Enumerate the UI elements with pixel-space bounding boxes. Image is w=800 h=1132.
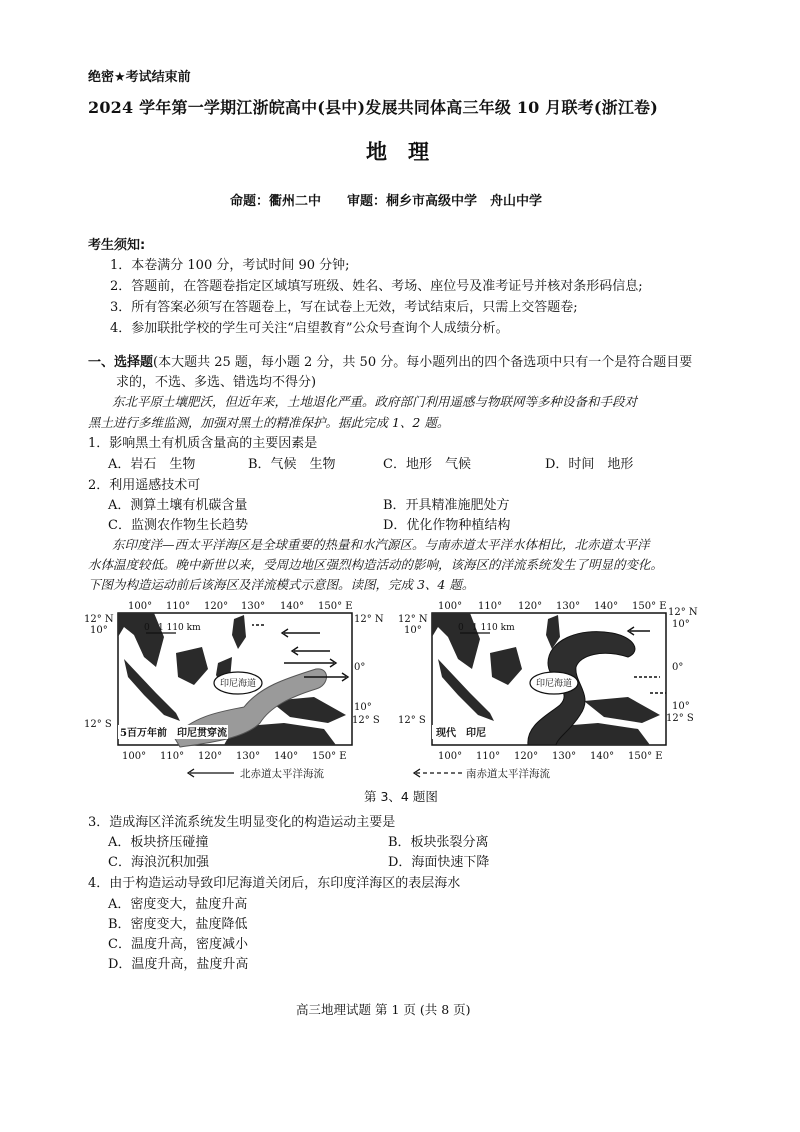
lon-label: 150° E — [312, 751, 347, 762]
q2-option-d: D．优化作物种植结构 — [383, 518, 511, 533]
authors-line: 命题：衢州二中 审题：桐乡市高级中学 舟山中学 — [230, 194, 543, 209]
question-4-stem: 4．由于构造运动导致印尼海道关闭后，东印度洋海区的表层海水 — [88, 876, 461, 891]
scale-zero: 0 — [144, 623, 150, 633]
lon-label: 120° — [518, 601, 543, 612]
lon-label: 100° — [438, 601, 463, 612]
lon-label: 100° — [438, 751, 463, 762]
lat-label: 12° N — [398, 614, 428, 625]
section-title-line2: 求的，不选、多选、错选均不得分) — [116, 375, 317, 390]
lon-label: 110° — [478, 601, 503, 612]
q1-option-b: B．气候 生物 — [248, 457, 336, 472]
q3-option-c: C．海浪沉积加强 — [108, 855, 209, 870]
lon-label: 130° — [236, 751, 261, 762]
lon-label: 120° — [198, 751, 223, 762]
lon-label: 140° — [280, 601, 305, 612]
map-left — [84, 597, 384, 783]
lat-label: 12° N — [354, 614, 384, 625]
lon-label: 150° E — [628, 751, 663, 762]
legend-north-label: 北赤道太平洋海流 — [240, 768, 324, 780]
q4-option-c: C．温度升高，密度减小 — [108, 937, 248, 952]
passage-line: 黑土进行多维监测，加强对黑土的精准保护。据此完成 1、2 题。 — [88, 415, 450, 430]
notice-item: 4．参加联批学校的学生可关注“启望教育”公众号查询个人成绩分析。 — [110, 321, 509, 336]
question-1-stem: 1．影响黑土有机质含量高的主要因素是 — [88, 436, 318, 451]
lon-label: 130° — [241, 601, 266, 612]
section-title — [88, 351, 692, 370]
q1-option-a: A．岩石 生物 — [108, 457, 196, 472]
lon-label: 130° — [556, 601, 581, 612]
lat-label: 12° N — [668, 607, 698, 618]
map-right — [398, 597, 698, 783]
scale-zero: 0 — [458, 623, 464, 633]
lon-label: 110° — [476, 751, 501, 762]
q3-option-b: B．板块张裂分离 — [388, 835, 489, 850]
subject-title: 地 理 — [366, 140, 429, 164]
passage-line: 东北平原土壤肥沃，但近年来，土地退化严重。政府部门利用遥感与物联网等多种设备和手段对 — [112, 394, 638, 409]
lon-label: 110° — [166, 601, 191, 612]
lon-label: 130° — [552, 751, 577, 762]
q3-option-d: D．海面快速下降 — [388, 855, 490, 870]
passage-label: 印尼海道 — [536, 679, 573, 689]
lon-label: 140° — [594, 601, 619, 612]
passage-line: 下图为构造运动前后该海区及洋流模式示意图。读图，完成 3、4 题。 — [88, 577, 475, 592]
legend-south-label: 南赤道太平洋海流 — [466, 768, 550, 780]
q3-option-a: A．板块挤压碰撞 — [108, 835, 209, 850]
lon-label: 150° E — [318, 601, 353, 612]
lon-label: 100° — [128, 601, 153, 612]
q2-option-b: B．开具精准施肥处方 — [383, 498, 510, 513]
section-title-rest: (本大题共 25 题，每小题 2 分，共 50 分。每小题列出的四个备选项中只有一个是符合题目要 — [153, 355, 693, 370]
lat-label: 12° S — [352, 715, 380, 726]
lat-label: 10° — [404, 625, 422, 636]
exam-title: 2024 学年第一学期江浙皖高中(县中)发展共同体高三年级 10 月联考(浙江卷) — [88, 98, 658, 117]
figure-caption: 第 3、4 题图 — [364, 789, 438, 804]
lat-label: 10° — [90, 625, 108, 636]
section-title-bold: 一、选择题 — [88, 355, 154, 370]
passage-line: 水体温度较低。晚中新世以来，受周边地区强烈构造活动的影响，该海区的洋流系统发生了明显的变化。 — [88, 557, 664, 572]
notice-item: 3．所有答案必须写在答题卷上，写在试卷上无效，考试结束后，只需上交答题卷; — [110, 300, 578, 315]
right-caption: 现代 印尼 — [436, 728, 486, 739]
question-2-stem: 2．利用遥感技术可 — [88, 478, 201, 493]
lon-label: 110° — [160, 751, 185, 762]
q1-option-c: C．地形 气候 — [383, 457, 471, 472]
lat-label: 0° — [672, 662, 684, 673]
scale-label: 1 110 km — [472, 623, 515, 633]
lon-label: 140° — [590, 751, 615, 762]
lat-label: 10° — [672, 619, 690, 630]
lon-label: 150° E — [632, 601, 667, 612]
lat-label: 12° S — [84, 719, 112, 730]
q2-option-c: C．监测农作物生长趋势 — [108, 518, 248, 533]
q4-option-d: D．温度升高，盐度升高 — [108, 957, 249, 972]
lat-label: 12° S — [666, 713, 694, 724]
q2-option-a: A．测算土壤有机碳含量 — [108, 498, 248, 513]
lon-label: 120° — [514, 751, 539, 762]
lat-label: 12° N — [84, 614, 114, 625]
notice-item: 1．本卷满分 100 分，考试时间 90 分钟; — [110, 258, 350, 273]
page-footer: 高三地理试题 第 1 页 (共 8 页) — [296, 1002, 471, 1017]
passage-line: 东印度洋—西太平洋海区是全球重要的热量和水汽源区。与南赤道太平洋水体相比，北赤道太平洋 — [112, 537, 650, 552]
scale-label: 1 110 km — [158, 623, 201, 633]
q4-option-b: B．密度变大，盐度降低 — [108, 917, 248, 932]
confidential-label: 绝密★考试结束前 — [88, 70, 191, 85]
lat-label: 10° — [354, 702, 372, 713]
notice-heading: 考生须知: — [88, 238, 146, 253]
lat-label: 10° — [672, 701, 690, 712]
q4-option-a: A．密度变大，盐度升高 — [108, 897, 248, 912]
lon-label: 120° — [204, 601, 229, 612]
passage-label: 印尼海道 — [220, 679, 257, 689]
lon-label: 140° — [274, 751, 299, 762]
left-caption: 5百万年前 印尼贯穿流 — [120, 728, 227, 739]
lat-label: 0° — [354, 662, 366, 673]
question-3-stem: 3．造成海区洋流系统发生明显变化的构造运动主要是 — [88, 815, 396, 830]
lat-label: 12° S — [398, 715, 426, 726]
notice-item: 2．答题前，在答题卷指定区域填写班级、姓名、考场、座位号及准考证号并核对条形码信息; — [110, 279, 643, 294]
lon-label: 100° — [122, 751, 147, 762]
q1-option-d: D．时间 地形 — [545, 457, 634, 472]
